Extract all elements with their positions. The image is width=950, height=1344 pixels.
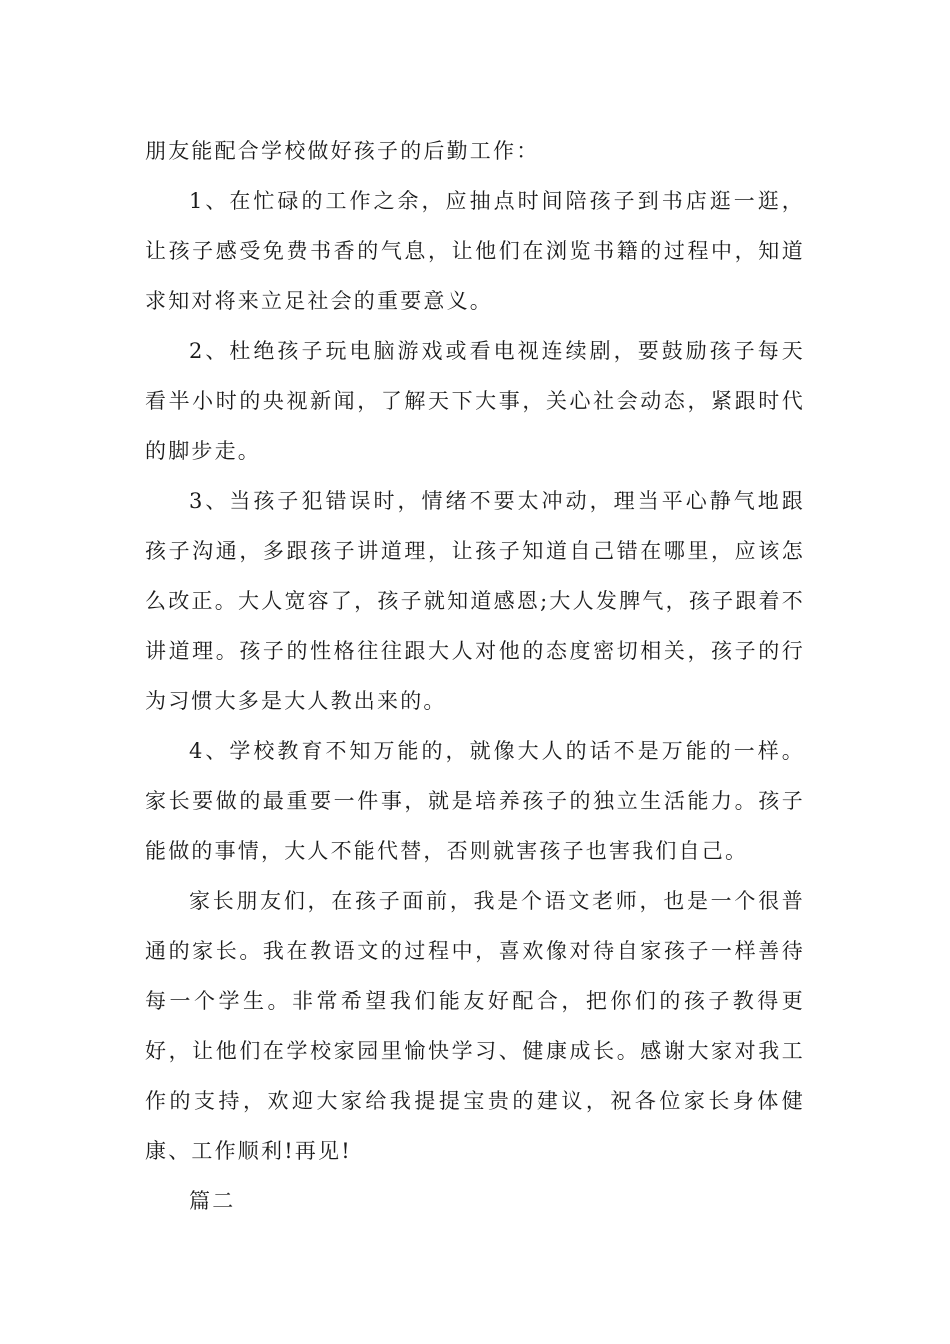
paragraph-item-1: 1、在忙碌的工作之余，应抽点时间陪孩子到书店逛一逛，让孩子感受免费书香的气息，让他们在浏览书籍的过程中，知道求知对将来立足社会的重要意义。 <box>145 189 805 313</box>
paragraph-continuation: 朋友能配合学校做好孩子的后勤工作： <box>145 139 540 163</box>
paragraph-item-2: 2、杜绝孩子玩电脑游戏或看电视连续剧，要鼓励孩子每天看半小时的央视新闻，了解天下大事，关心社会动态，紧跟时代的脚步走。 <box>145 339 805 463</box>
paragraph-item-4: 4、学校教育不知万能的，就像大人的话不是万能的一样。家长要做的最重要一件事，就是培养孩子的独立生活能力。孩子能做的事情，大人不能代替，否则就害孩子也害我们自己。 <box>145 739 805 863</box>
paragraph-closing: 家长朋友们，在孩子面前，我是个语文老师，也是一个很普通的家长。我在教语文的过程中，喜欢像对待自家孩子一样善待每一个学生。非常希望我们能友好配合，把你们的孩子教得更好，让他们在学校家园里愉快学习、健康成长。感谢大家对我工作的支持，欢迎大家给我提提宝贵的建议，祝各位家长身体健康、工作顺利!再见! <box>145 889 805 1163</box>
section-title: 篇二 <box>189 1189 236 1213</box>
document-body <box>145 126 805 1226</box>
paragraph-item-3: 3、当孩子犯错误时，情绪不要太冲动，理当平心静气地跟孩子沟通，多跟孩子讲道理，让孩子知道自己错在哪里，应该怎么改正。大人宽容了，孩子就知道感恩;大人发脾气，孩子跟着不讲道理。孩子的性格往往跟大人对他的态度密切相关，孩子的行为习惯大多是大人教出来的。 <box>145 489 805 713</box>
